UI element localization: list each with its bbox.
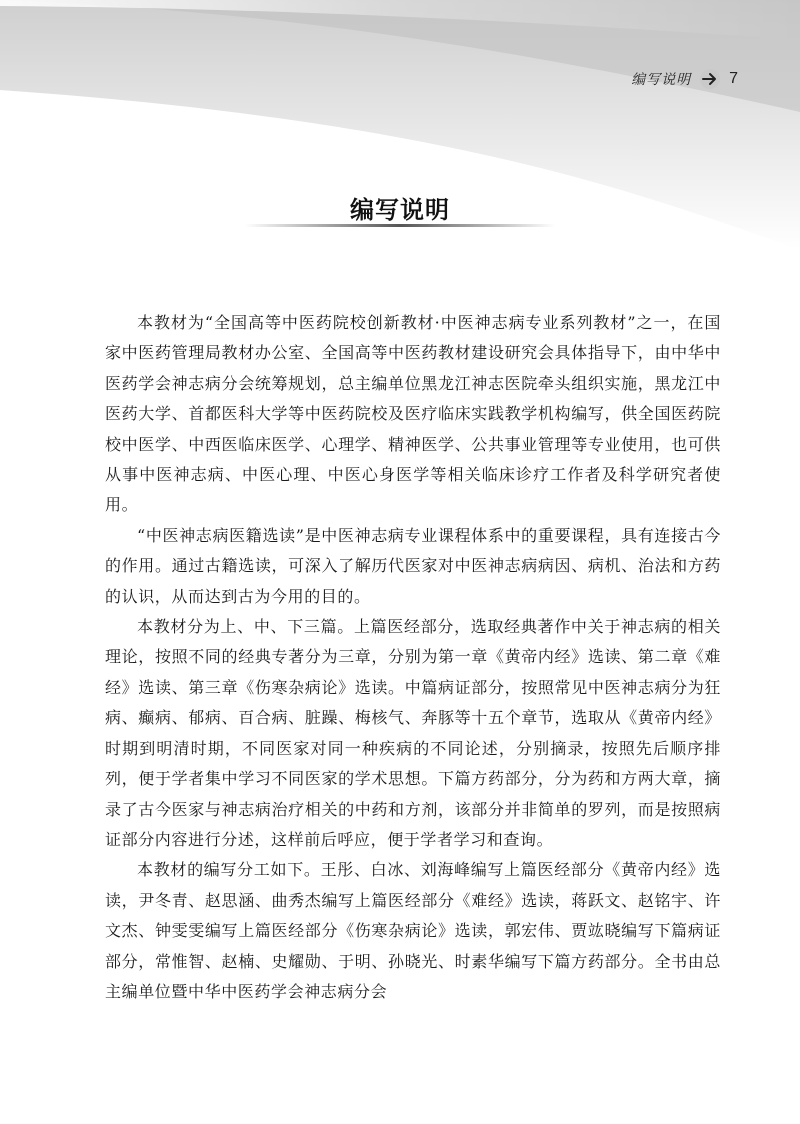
page-number: 7 bbox=[729, 70, 738, 87]
paragraph: 本教材为“全国高等中医药院校创新教材·中医神志病专业系列教材”之一，在国家中医药管理局教材办公室、全国高等中医药教材建设研究会具体指导下，由中华中医药学会神志病分会统筹规划，总主编单位黑龙江神志医院牵头组织实施，黑龙江中医药大学、首都医科大学等中医药院校及医疗临床实践教学机构编写，供全国医药院校中医学、中西医临床医学、心理学、精神医学、公共事业管理等专业使用，也可供从事中医神志病、中医心理、中医心身医学等相关临床诊疗工作者及科学研究者使用。 bbox=[105, 313, 721, 515]
title-underline bbox=[245, 224, 555, 228]
paragraph: 本教材的编写分工如下。王彤、白冰、刘海峰编写上篇医经部分《黄帝内经》选读，尹冬青、赵思涵、曲秀杰编写上篇医经部分《难经》选读，蒋跃文、赵铭宇、许文杰、钟雯雯编写上篇医经部分《伤寒杂病论》选读，郭宏伟、贾竑晓编写下篇病证部分，常惟智、赵楠、史耀勋、于明、孙晓光、时素华编写下篇方药部分。全书由总主编单位暨中华中医药学会神志病分会 bbox=[105, 860, 721, 1001]
right-arrow-icon bbox=[699, 68, 721, 90]
paragraph: “中医神志病医籍选读”是中医神志病专业课程体系中的重要课程，具有连接古今的作用。通过古籍选读，可深入了解历代医家对中医神志病病因、病机、治法和方药的认识，从而达到古为今用的目的。 bbox=[105, 525, 721, 606]
page-title: 编写说明 bbox=[350, 196, 450, 224]
section-label: 编写说明 bbox=[631, 72, 692, 88]
running-head bbox=[631, 68, 738, 90]
paragraph: 本教材分为上、中、下三篇。上篇医经部分，选取经典著作中关于神志病的相关理论，按照不同的经典专著分为三章，分别为第一章《黄帝内经》选读、第二章《难经》选读、第三章《伤寒杂病论》选读。中篇病证部分，按照常见中医神志病分为狂病、癫病、郁病、百合病、脏躁、梅核气、奔豚等十五个章节，选取从《黄帝内经》时期到明清时期，不同医家对同一种疾病的不同论述，分别摘录，按照先后顺序排列，便于学者集中学习不同医家的学术思想。下篇方药部分，分为药和方两大章，摘录了古今医家与神志病治疗相关的中药和方剂，该部分并非简单的罗列，而是按照病证部分内容进行分述，这样前后呼应，便于学者学习和查询。 bbox=[105, 617, 721, 849]
body-text bbox=[105, 308, 721, 1007]
